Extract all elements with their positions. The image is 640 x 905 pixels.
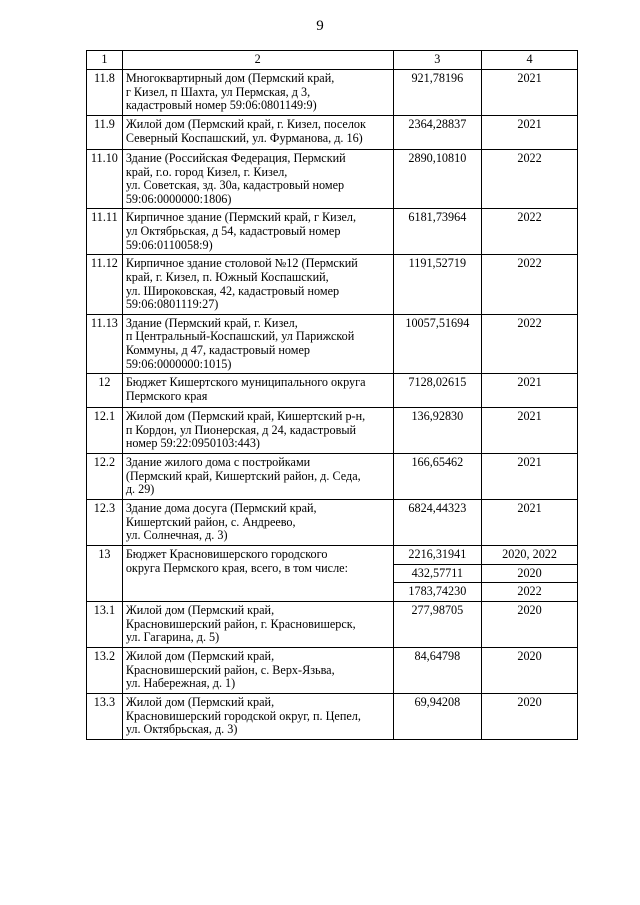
row-year: 2021 (482, 70, 578, 116)
row-year: 2020 (482, 693, 578, 739)
row-value: 166,65462 (393, 454, 482, 500)
row-value: 6824,44323 (393, 500, 482, 546)
table-header-row (87, 51, 578, 70)
table-row (87, 408, 578, 454)
row-description: Кирпичное здание столовой №12 (Пермский край, г. Кизел, п. Южный Коспашский, ул. Широковская, 42, кадастровый номер 59:06:0801119:27) (122, 255, 393, 314)
row-number: 11.8 (87, 70, 123, 116)
row-value: 6181,73964 (393, 209, 482, 255)
row-value: 921,78196 (393, 70, 482, 116)
row-description: Жилой дом (Пермский край, Красновишерский городской округ, п. Цепел, ул. Октябрьская, д. 3) (122, 693, 393, 739)
column-header: 2 (122, 51, 393, 70)
row-year: 2020 (482, 647, 578, 693)
row-year: 2020, 2022 (482, 546, 578, 565)
row-year: 2022 (482, 314, 578, 373)
row-number: 13.3 (87, 693, 123, 739)
table-row (87, 454, 578, 500)
row-description: Жилой дом (Пермский край, Красновишерский район, с. Верх-Язьва, ул. Набережная, д. 1) (122, 647, 393, 693)
row-number: 11.9 (87, 116, 123, 150)
row-description: Жилой дом (Пермский край, г. Кизел, поселок Северный Коспашский, ул. Фурманова, д. 16) (122, 116, 393, 150)
row-number: 13.2 (87, 647, 123, 693)
table-row (87, 209, 578, 255)
row-year: 2021 (482, 454, 578, 500)
row-value: 432,57711 (393, 564, 482, 583)
row-value: 84,64798 (393, 647, 482, 693)
row-value: 10057,51694 (393, 314, 482, 373)
row-value: 136,92830 (393, 408, 482, 454)
row-year: 2021 (482, 500, 578, 546)
table-row (87, 70, 578, 116)
row-description: Бюджет Красновишерского городского округа Пермского края, всего, в том числе: (122, 546, 393, 602)
row-number: 12.3 (87, 500, 123, 546)
row-year: 2020 (482, 564, 578, 583)
table-row (87, 150, 578, 209)
row-number: 11.10 (87, 150, 123, 209)
column-header: 4 (482, 51, 578, 70)
row-description: Здание жилого дома с постройками (Пермский край, Кишертский район, д. Седа, д. 29) (122, 454, 393, 500)
row-description: Кирпичное здание (Пермский край, г Кизел, ул Октябрьская, д 54, кадастровый номер 59:06:0110058:9) (122, 209, 393, 255)
row-year: 2022 (482, 209, 578, 255)
table-row (87, 500, 578, 546)
row-value: 1783,74230 (393, 583, 482, 602)
row-number: 12 (87, 374, 123, 408)
table-row (87, 116, 578, 150)
row-number: 11.11 (87, 209, 123, 255)
row-number: 11.12 (87, 255, 123, 314)
table-row (87, 693, 578, 739)
row-number: 12.1 (87, 408, 123, 454)
page-number: 9 (316, 18, 324, 34)
column-header: 1 (87, 51, 123, 70)
row-year: 2021 (482, 374, 578, 408)
table-row (87, 647, 578, 693)
row-year: 2021 (482, 408, 578, 454)
row-year: 2022 (482, 255, 578, 314)
row-description: Бюджет Кишертского муниципального округа Пермского края (122, 374, 393, 408)
row-value: 277,98705 (393, 601, 482, 647)
table-row (87, 314, 578, 373)
table-row (87, 374, 578, 408)
table-row (87, 546, 578, 565)
row-description: Жилой дом (Пермский край, Кишертский р-н, п Кордон, ул Пионерская, д 24, кадастровый номер 59:22:0950103:443) (122, 408, 393, 454)
row-year: 2022 (482, 150, 578, 209)
column-header: 3 (393, 51, 482, 70)
row-value: 2364,28837 (393, 116, 482, 150)
row-year: 2021 (482, 116, 578, 150)
row-value: 7128,02615 (393, 374, 482, 408)
budget-table (86, 50, 578, 740)
table-row (87, 601, 578, 647)
row-description: Здание дома досуга (Пермский край, Кишертский район, с. Андреево, ул. Солнечная, д. 3) (122, 500, 393, 546)
row-number: 11.13 (87, 314, 123, 373)
row-value: 2216,31941 (393, 546, 482, 565)
row-value: 1191,52719 (393, 255, 482, 314)
row-year: 2022 (482, 583, 578, 602)
row-year: 2020 (482, 601, 578, 647)
table-row (87, 255, 578, 314)
row-description: Здание (Пермский край, г. Кизел, п Центральный-Коспашский, ул Парижской Коммуны, д 47, кадастровый номер 59:06:0000000:1015) (122, 314, 393, 373)
row-description: Здание (Российская Федерация, Пермский край, г.о. город Кизел, г. Кизел, ул. Советская, зд. 30а, кадастровый номер 59:06:0000000:1806) (122, 150, 393, 209)
row-description: Жилой дом (Пермский край, Красновишерский район, г. Красновишерск, ул. Гагарина, д. 5) (122, 601, 393, 647)
row-number: 12.2 (87, 454, 123, 500)
row-number: 13.1 (87, 601, 123, 647)
row-description: Многоквартирный дом (Пермский край, г Кизел, п Шахта, ул Пермская, д 3, кадастровый номер 59:06:0801149:9) (122, 70, 393, 116)
row-value: 2890,10810 (393, 150, 482, 209)
row-number: 13 (87, 546, 123, 602)
row-value: 69,94208 (393, 693, 482, 739)
